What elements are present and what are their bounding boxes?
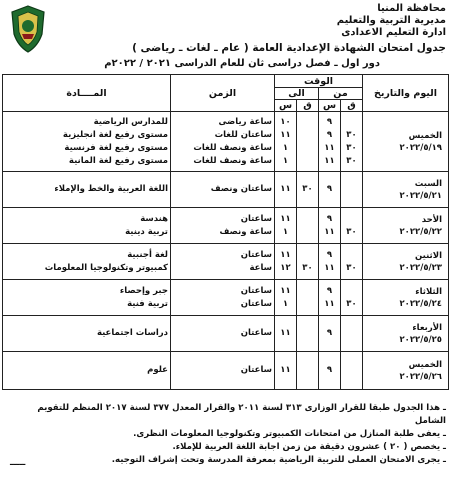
from-hours-value: ١١: [324, 142, 335, 153]
to-minutes-value: [299, 285, 316, 298]
day-name: السبت: [414, 178, 442, 189]
from-hours-value: ١١: [324, 298, 335, 309]
from-minutes-value: [343, 285, 360, 298]
directorate-name: مديرية التربية والتعليم: [336, 15, 446, 26]
subject-value: مستوى رفيع لغة انجليزية: [62, 129, 168, 140]
to-minutes-value: [299, 155, 316, 168]
from-minutes-value: ٣٠: [346, 129, 357, 140]
table-row: [3, 208, 449, 244]
from-hours-cell: [319, 352, 341, 390]
from-minutes-cell: [341, 172, 363, 208]
from-hours-value: ٩: [326, 249, 333, 260]
to-hours-cell: [275, 208, 297, 244]
duration-value: ساعتان: [240, 328, 272, 338]
subject-cell: [3, 208, 171, 244]
duration-value: ساعة: [249, 262, 272, 273]
exam-date: ٢٠٢٢/٥/٢٦: [399, 371, 442, 382]
duration-cell: [171, 352, 275, 390]
from-hours-value: ١١: [324, 262, 335, 273]
from-minutes-value: [343, 183, 360, 196]
header-from-hours: س: [319, 100, 341, 112]
to-hours-value: ١: [282, 142, 289, 153]
day-date-cell: [363, 316, 449, 352]
from-minutes-cell: [341, 352, 363, 390]
duration-value: ساعتان ونصف: [210, 184, 272, 194]
to-hours-value: ١: [282, 226, 289, 237]
duration-cell: [171, 172, 275, 208]
from-hours-cell: [319, 208, 341, 244]
to-hours-value: ١: [282, 155, 289, 166]
from-minutes-cell: [341, 208, 363, 244]
from-minutes-value: ٣٠: [346, 262, 357, 273]
page-subtitle: دور اول ـ فصل دراسى ثان للعام الدراسى ٢٠٢١ / ٢٠٢٢م: [104, 58, 380, 69]
to-minutes-cell: [297, 112, 319, 172]
to-hours-value: ١١: [280, 365, 291, 375]
to-minutes-value: [299, 116, 316, 129]
duration-cell: [171, 112, 275, 172]
subject-value: كمبيوتر وتكنولوجيا المعلومات: [44, 262, 168, 273]
exam-date: ٢٠٢٢/٥/٢١: [399, 190, 442, 201]
to-minutes-value: [299, 298, 316, 311]
day-name: الخميس: [408, 359, 442, 370]
header-duration: الزمن: [171, 75, 275, 112]
header-to: الى: [275, 88, 319, 100]
to-hours-value: ١١: [280, 184, 291, 194]
from-hours-cell: [319, 316, 341, 352]
table-row: [3, 112, 449, 172]
note-line: ـ هذا الجدول طبقا للقرار الوزارى ٣١٣ لسنة ٢٠١١ والقرار المعدل ٣٧٧ لسنة ٢٠١٧ المنظم للتقويم الشامل: [37, 403, 446, 426]
to-hours-value: ١٠: [280, 116, 291, 127]
to-hours-value: ١: [282, 298, 289, 309]
table-row: [3, 244, 449, 280]
subject-value: لغة أجنبية: [127, 249, 168, 260]
from-minutes-cell: [341, 280, 363, 316]
from-hours-value: ٩: [326, 285, 333, 296]
table-row: [3, 280, 449, 316]
subject-cell: [3, 280, 171, 316]
to-hours-value: ١١: [280, 285, 291, 296]
administration-name: ادارة التعليم الاعدادى: [341, 27, 446, 38]
duration-value: ساعتان: [240, 298, 272, 309]
to-hours-cell: [275, 316, 297, 352]
duration-value: ساعتان: [240, 213, 272, 224]
subject-cell: [3, 316, 171, 352]
header-subject: المــــادة: [3, 75, 171, 112]
subject-value: مستوى رفيع لغة المانية: [68, 155, 168, 166]
day-date-cell: [363, 244, 449, 280]
notes-section: [6, 402, 446, 467]
from-hours-value: ٩: [326, 365, 333, 375]
to-minutes-cell: [297, 352, 319, 390]
subject-cell: [3, 352, 171, 390]
header-to-hours: س: [275, 100, 297, 112]
from-hours-value: ٩: [326, 129, 333, 140]
from-minutes-value: ٣٠: [346, 226, 357, 237]
duration-cell: [171, 280, 275, 316]
to-minutes-value: ٣٠: [302, 262, 313, 273]
to-hours-value: ١١: [280, 249, 291, 260]
day-date-cell: [363, 172, 449, 208]
to-minutes-cell: [297, 316, 319, 352]
duration-value: ساعة ونصف للغات: [193, 155, 272, 166]
signature-mark: ـــــ: [10, 458, 26, 468]
to-hours-cell: [275, 112, 297, 172]
subject-cell: [3, 244, 171, 280]
day-date-cell: [363, 280, 449, 316]
from-minutes-value: ٣٠: [346, 298, 357, 309]
subject-value: اللغة العربية والخط والإملاء: [54, 184, 168, 194]
from-minutes-value: ٣٠: [346, 142, 357, 153]
day-date-cell: [363, 208, 449, 244]
from-hours-value: ٩: [326, 184, 333, 194]
duration-cell: [171, 244, 275, 280]
subject-value: علوم: [147, 365, 168, 375]
to-hours-cell: [275, 352, 297, 390]
from-hours-cell: [319, 280, 341, 316]
from-hours-value: ٩: [326, 213, 333, 224]
to-minutes-value: ٣٠: [302, 184, 313, 194]
exam-schedule-body: [3, 112, 449, 390]
day-name: الأربعاء: [412, 322, 442, 333]
header-time: الوقت: [275, 75, 363, 88]
day-name: الثلاثاء: [415, 286, 442, 297]
to-minutes-cell: [297, 208, 319, 244]
to-minutes-cell: [297, 280, 319, 316]
day-date-cell: [363, 352, 449, 390]
header-to-minutes: ق: [297, 100, 319, 112]
note-line: ـ يعفى طلبة المنازل من امتحانات الكمبيوتر وتكنولوجيا المعلومات النظرى.: [133, 429, 446, 439]
to-minutes-value: [299, 249, 316, 262]
table-row: [3, 352, 449, 390]
duration-value: ساعتان: [240, 365, 272, 375]
subject-value: مستوى رفيع لغة فرنسية: [64, 142, 168, 153]
from-minutes-value: ٣٠: [346, 155, 357, 166]
duration-cell: [171, 208, 275, 244]
to-minutes-cell: [297, 172, 319, 208]
table-row: [3, 172, 449, 208]
subject-cell: [3, 112, 171, 172]
from-hours-value: ٩: [326, 328, 333, 338]
to-minutes-value: [299, 327, 316, 340]
subject-value: تربية دينية: [125, 226, 168, 237]
note-line: ـ يخصص ( ٢٠ ) عشرون دقيقة من زمن اجابة اللغة العربية للإملاء.: [172, 442, 446, 452]
from-minutes-cell: [341, 316, 363, 352]
day-date-cell: [363, 112, 449, 172]
day-name: الأحد: [421, 214, 442, 225]
table-row: [3, 316, 449, 352]
duration-cell: [171, 316, 275, 352]
duration-value: ساعتان: [240, 249, 272, 260]
note-line: ـ يجرى الامتحان العملى للتربية الرياضية بمعرفة المدرسة وتحت إشراف التوجيه.: [111, 455, 446, 465]
to-hours-cell: [275, 280, 297, 316]
duration-value: ساعتان للغات: [214, 129, 272, 140]
to-hours-value: ١١: [280, 213, 291, 224]
exam-date: ٢٠٢٢/٥/٢٣: [399, 262, 442, 273]
to-hours-value: ١١: [280, 129, 291, 140]
duration-value: ساعة ونصف: [219, 226, 272, 237]
exam-date: ٢٠٢٢/٥/٢٥: [399, 334, 442, 345]
subject-value: للمدارس الرياضية: [93, 116, 168, 127]
from-hours-cell: [319, 112, 341, 172]
header-from-minutes: ق: [341, 100, 363, 112]
from-hours-cell: [319, 244, 341, 280]
from-hours-cell: [319, 172, 341, 208]
to-hours-cell: [275, 244, 297, 280]
duration-value: ساعة رياضى: [218, 116, 272, 127]
exam-date: ٢٠٢٢/٥/٢٢: [399, 226, 442, 237]
to-minutes-value: [299, 213, 316, 226]
subject-value: تربية فنية: [127, 298, 168, 309]
from-minutes-value: [343, 364, 360, 377]
exam-date: ٢٠٢٢/٥/٢٤: [399, 298, 442, 309]
from-minutes-value: [343, 116, 360, 129]
subject-value: هندسة: [140, 213, 168, 224]
to-minutes-value: [299, 364, 316, 377]
to-minutes-value: [299, 142, 316, 155]
duration-value: ساعة ونصف للغات: [193, 142, 272, 153]
governorate-name: محافظة المنيا: [377, 3, 446, 14]
duration-value: ساعتان: [240, 285, 272, 296]
from-minutes-value: [343, 327, 360, 340]
from-hours-value: ١١: [324, 155, 335, 166]
exam-schedule-table: [2, 74, 449, 390]
day-name: الخميس: [408, 130, 442, 141]
from-minutes-cell: [341, 112, 363, 172]
to-minutes-value: [299, 129, 316, 142]
subject-value: جبر وإحصاء: [119, 285, 168, 296]
from-hours-value: ١١: [324, 226, 335, 237]
from-minutes-cell: [341, 244, 363, 280]
to-hours-value: ١٢: [280, 262, 291, 273]
subject-cell: [3, 172, 171, 208]
organization-header: [337, 3, 446, 39]
header-from: من: [319, 88, 363, 100]
from-hours-value: ٩: [326, 116, 333, 127]
subject-value: دراسات اجتماعية: [96, 328, 168, 338]
page-title: جدول امتحان الشهادة الإعدادية العامة ( عام ـ لغات ـ رياضى ): [132, 42, 446, 54]
to-hours-cell: [275, 172, 297, 208]
from-minutes-value: [343, 213, 360, 226]
day-name: الاثنين: [414, 250, 442, 261]
to-minutes-cell: [297, 244, 319, 280]
header-day-date: اليوم والتاريخ: [363, 75, 449, 112]
to-minutes-value: [299, 226, 316, 239]
to-hours-value: ١١: [280, 328, 291, 338]
exam-date: ٢٠٢٢/٥/١٩: [399, 142, 442, 153]
ministry-seal-icon: [8, 4, 48, 54]
from-minutes-value: [343, 249, 360, 262]
